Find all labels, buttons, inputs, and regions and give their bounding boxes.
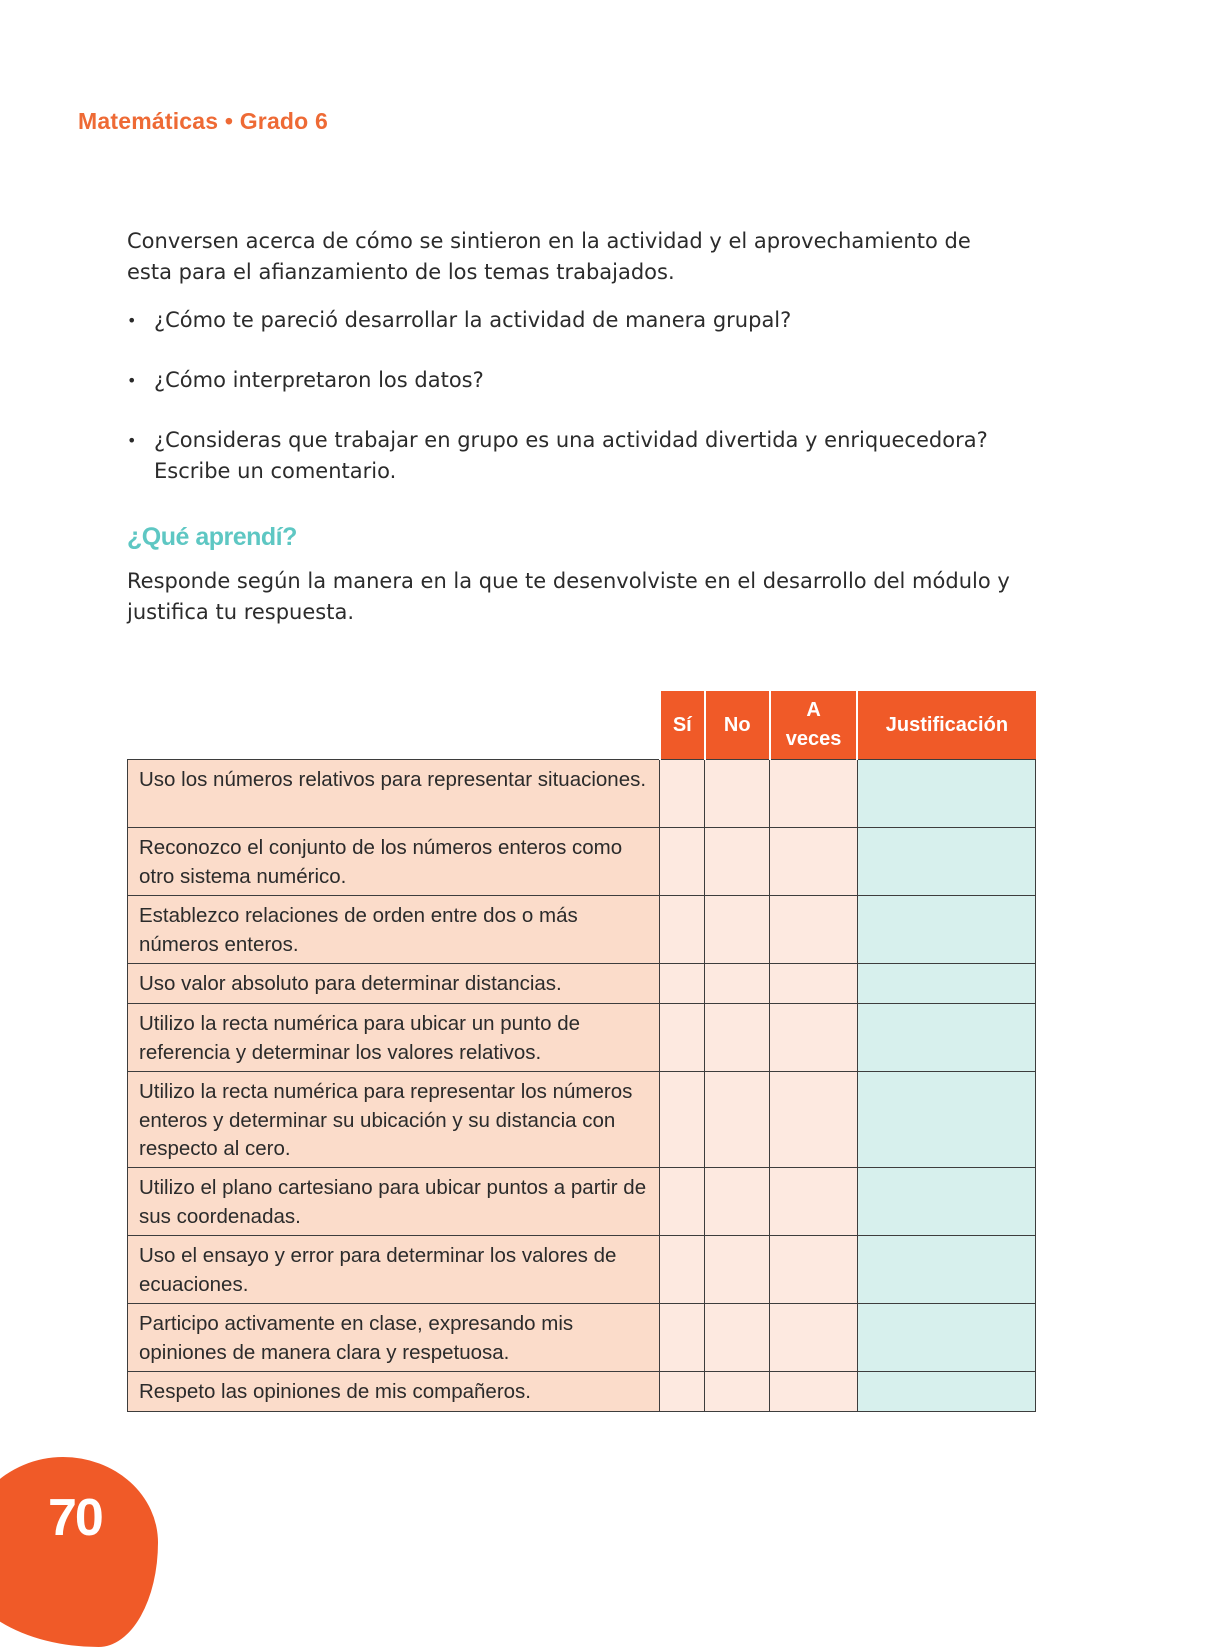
table-row	[128, 896, 1036, 964]
question-item	[127, 425, 1019, 487]
criterion-cell: Utilizo la recta numérica para ubicar un punto de referencia y determinar los valores relativos.	[128, 1004, 660, 1072]
si-cell[interactable]	[660, 1236, 705, 1304]
question-text: ¿Cómo te pareció desarrollar la actividad de manera grupal?	[154, 308, 792, 332]
no-cell[interactable]	[705, 1304, 770, 1372]
no-cell[interactable]	[705, 760, 770, 828]
table-row	[128, 964, 1036, 1004]
justification-cell[interactable]	[857, 828, 1035, 896]
criterion-cell: Uso valor absoluto para determinar distancias.	[128, 964, 660, 1004]
question-item	[127, 365, 1019, 396]
criterion-cell: Uso los números relativos para representar situaciones.	[128, 760, 660, 828]
si-cell[interactable]	[660, 1004, 705, 1072]
table-header-row	[128, 691, 1036, 760]
justification-cell[interactable]	[857, 1372, 1035, 1412]
section-title: ¿Qué aprendí?	[127, 523, 297, 551]
question-list	[127, 305, 1019, 487]
criterion-cell: Utilizo la recta numérica para representar los números enteros y determinar su ubicación y su distancia con respecto al cero.	[128, 1072, 660, 1168]
criterion-cell: Utilizo el plano cartesiano para ubicar puntos a partir de sus coordenadas.	[128, 1168, 660, 1236]
a-veces-cell[interactable]	[770, 828, 858, 896]
si-cell[interactable]	[660, 1168, 705, 1236]
justification-cell[interactable]	[857, 1072, 1035, 1168]
no-cell[interactable]	[705, 828, 770, 896]
section-instructions: Responde según la manera en la que te desenvolviste en el desarrollo del módulo y justifica tu respuesta.	[127, 569, 1010, 624]
justification-cell[interactable]	[857, 1168, 1035, 1236]
a-veces-cell[interactable]	[770, 1304, 858, 1372]
justification-cell[interactable]	[857, 760, 1035, 828]
a-veces-cell[interactable]	[770, 1072, 858, 1168]
no-cell[interactable]	[705, 1372, 770, 1412]
a-veces-cell[interactable]	[770, 1236, 858, 1304]
no-cell[interactable]	[705, 896, 770, 964]
header-si: Sí	[660, 691, 705, 760]
si-cell[interactable]	[660, 828, 705, 896]
header-a-veces-line2: veces	[785, 728, 842, 750]
intro-paragraph: Conversen acerca de cómo se sintieron en la actividad y el aprovechamiento de esta para el afianzamiento de los temas trabajados.	[127, 229, 971, 284]
no-cell[interactable]	[705, 1004, 770, 1072]
criterion-cell: Uso el ensayo y error para determinar los valores de ecuaciones.	[128, 1236, 660, 1304]
header-title: Matemáticas • Grado 6	[78, 108, 329, 134]
a-veces-cell[interactable]	[770, 1168, 858, 1236]
si-cell[interactable]	[660, 896, 705, 964]
justification-cell[interactable]	[857, 896, 1035, 964]
self-evaluation-table	[127, 691, 1036, 1412]
justification-cell[interactable]	[857, 1304, 1035, 1372]
page-number: 70	[48, 1489, 102, 1547]
table-row	[128, 1168, 1036, 1236]
a-veces-cell[interactable]	[770, 964, 858, 1004]
table-row	[128, 1236, 1036, 1304]
question-text: ¿Cómo interpretaron los datos?	[154, 368, 484, 392]
main-content	[127, 226, 1019, 628]
table-row	[128, 1004, 1036, 1072]
justification-cell[interactable]	[857, 964, 1035, 1004]
a-veces-cell[interactable]	[770, 896, 858, 964]
table-row	[128, 1072, 1036, 1168]
si-cell[interactable]	[660, 1072, 705, 1168]
si-cell[interactable]	[660, 760, 705, 828]
header-blank-cell	[128, 691, 660, 760]
table-row	[128, 828, 1036, 896]
header-a-veces	[770, 691, 858, 760]
bullet-icon: •	[127, 311, 137, 330]
no-cell[interactable]	[705, 964, 770, 1004]
page-number-badge	[0, 1457, 158, 1647]
header-a-veces-line1: A	[806, 699, 821, 721]
header-no: No	[705, 691, 770, 760]
a-veces-cell[interactable]	[770, 1004, 858, 1072]
question-text: ¿Consideras que trabajar en grupo es una actividad divertida y enriquecedora? Escribe un comentario.	[154, 428, 988, 483]
si-cell[interactable]	[660, 964, 705, 1004]
si-cell[interactable]	[660, 1372, 705, 1412]
bullet-icon: •	[127, 431, 137, 450]
criterion-cell: Participo activamente en clase, expresando mis opiniones de manera clara y respetuosa.	[128, 1304, 660, 1372]
criterion-cell: Reconozco el conjunto de los números enteros como otro sistema numérico.	[128, 828, 660, 896]
criterion-cell: Establezco relaciones de orden entre dos o más números enteros.	[128, 896, 660, 964]
criterion-cell: Respeto las opiniones de mis compañeros.	[128, 1372, 660, 1412]
question-item	[127, 305, 1019, 336]
a-veces-cell[interactable]	[770, 1372, 858, 1412]
justification-cell[interactable]	[857, 1004, 1035, 1072]
si-cell[interactable]	[660, 1304, 705, 1372]
table-row	[128, 760, 1036, 828]
no-cell[interactable]	[705, 1168, 770, 1236]
table-row	[128, 1304, 1036, 1372]
header-justificacion: Justificación	[857, 691, 1035, 760]
a-veces-cell[interactable]	[770, 760, 858, 828]
table-row	[128, 1372, 1036, 1412]
justification-cell[interactable]	[857, 1236, 1035, 1304]
no-cell[interactable]	[705, 1072, 770, 1168]
bullet-icon: •	[127, 371, 137, 390]
no-cell[interactable]	[705, 1236, 770, 1304]
